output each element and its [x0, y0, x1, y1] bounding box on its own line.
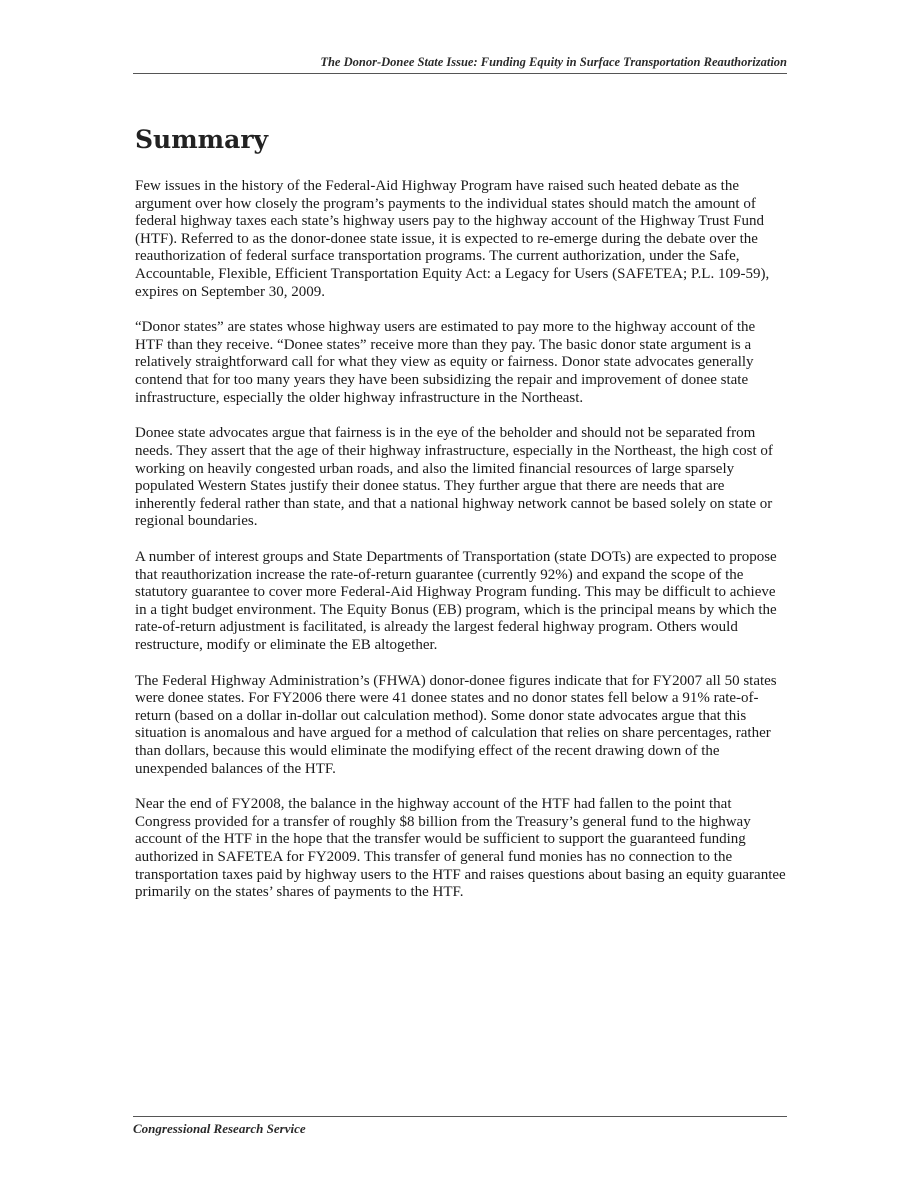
summary-paragraph-4: A number of interest groups and State Departments of Transportation (state DOTs) are expected to propose that reauthorization increase the rate-of-return guarantee (currently 92%) and expand the scope of the statutory guarantee to cover more Federal-Aid Highway Program funding. This may be difficult to achieve in a tight budget environment. The Equity Bonus (EB) program, which is the principal means by which the rate-of-return adjustment is facilitated, is already the largest federal highway program. Others would restructure, modify or eliminate the EB altogether. [135, 548, 777, 653]
running-header: The Donor-Donee State Issue: Funding Equity in Surface Transportation Reauthorization [133, 54, 787, 74]
summary-paragraph-3: Donee state advocates argue that fairness is in the eye of the beholder and should not be separated from needs. They assert that the age of their highway infrastructure, especially in the Northeast, the high cost of working on heavily congested urban roads, and also the limited financial resources of large sparsely populated Western States justify their donee status. They further argue that there are needs that are inherently federal rather than state, and that a national highway network cannot be based solely on state or regional boundaries. [135, 425, 773, 530]
summary-body [135, 178, 787, 920]
summary-paragraph-1: Few issues in the history of the Federal-Aid Highway Program have raised such heated debate as the argument over how closely the program’s payments to the individual states should match the amount of federal highway taxes each state’s highway users pay to the highway account of the Highway Trust Fund (HTF). Referred to as the donor-donee state issue, it is expected to re-emerge during the debate over the reauthorization of federal surface transportation programs. The current authorization, under the Safe, Accountable, Flexible, Efficient Transportation Equity Act: a Legacy for Users (SAFETEA; P.L. 109-59), expires on September 30, 2009. [135, 178, 770, 300]
summary-paragraph-2: “Donor states” are states whose highway users are estimated to pay more to the highway account of the HTF than they receive. “Donee states” receive more than they pay. The basic donor state argument is a relatively straightforward call for what they view as equity or fairness. Donor state advocates generally contend that for too many years they have been subsidizing the repair and improvement of donee state infrastructure, especially the older highway infrastructure in the Northeast. [135, 319, 756, 406]
summary-paragraph-5: The Federal Highway Administration’s (FHWA) donor-donee figures indicate that for FY2007 all 50 states were donee states. For FY2006 there were 41 donee states and no donor states fell below a 91% rate-of-return (based on a dollar in-dollar out calculation method). Some donor state advocates argue that this situation is anomalous and have argued for a method of calculation that relies on share percentages, rather than dollars, because this would eliminate the modifying effect of the recent drawing down of the unexpended balances of the HTF. [135, 672, 777, 777]
summary-paragraph-6: Near the end of FY2008, the balance in the highway account of the HTF had fallen to the point that Congress provided for a transfer of roughly $8 billion from the Treasury’s general fund to the highway account of the HTF in the hope that the transfer would be sufficient to support the guaranteed funding authorized in SAFETEA for FY2009. This transfer of general fund monies has no connection to the transportation taxes paid by highway users to the HTF and raises questions about basing an equity guarantee primarily on the states’ shares of payments to the HTF. [135, 796, 786, 901]
page-title: Summary [135, 125, 269, 154]
page-footer: Congressional Research Service [133, 1116, 787, 1137]
